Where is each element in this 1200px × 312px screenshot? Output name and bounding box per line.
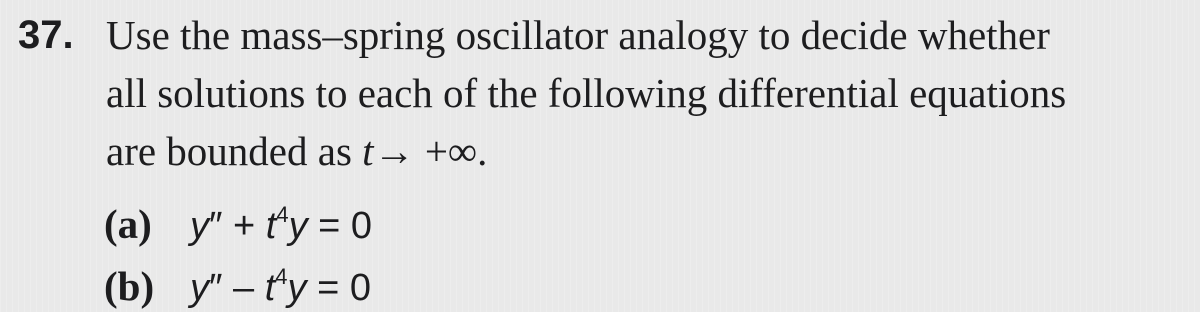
eq-a-t: t xyxy=(265,205,277,247)
eq-a-rhs: = 0 xyxy=(307,205,373,247)
eq-b-exponent: 4 xyxy=(275,264,288,289)
problem-number: 37. xyxy=(18,13,74,57)
limit-arrow-infinity: → +∞. xyxy=(373,128,488,174)
part-a xyxy=(104,192,372,249)
eq-a-y2: y xyxy=(288,205,308,247)
eq-b-prime: ″ xyxy=(209,267,223,309)
eq-b-y: y xyxy=(190,267,209,309)
equation-a xyxy=(190,192,372,249)
eq-b-operator: – xyxy=(222,267,265,309)
part-b xyxy=(104,254,371,311)
eq-b-rhs: = 0 xyxy=(306,267,371,309)
part-b-label: (b) xyxy=(104,263,155,309)
eq-b-y2: y xyxy=(287,267,307,309)
eq-a-operator: + xyxy=(222,205,266,247)
part-a-label: (a) xyxy=(104,201,152,247)
eq-a-exponent: 4 xyxy=(276,202,289,227)
eq-a-prime: ″ xyxy=(209,205,223,247)
problem-text-line-3 xyxy=(106,128,487,174)
eq-a-y: y xyxy=(190,205,209,247)
eq-b-t: t xyxy=(264,267,276,309)
variable-t: t xyxy=(362,128,374,174)
problem-text-line-2: all solutions to each of the following differential equations xyxy=(106,70,1067,116)
problem-text-line-1: Use the mass–spring oscillator analogy to decide whether xyxy=(106,12,1050,58)
equation-b xyxy=(190,254,371,311)
line3-prefix: are bounded as xyxy=(106,128,363,174)
